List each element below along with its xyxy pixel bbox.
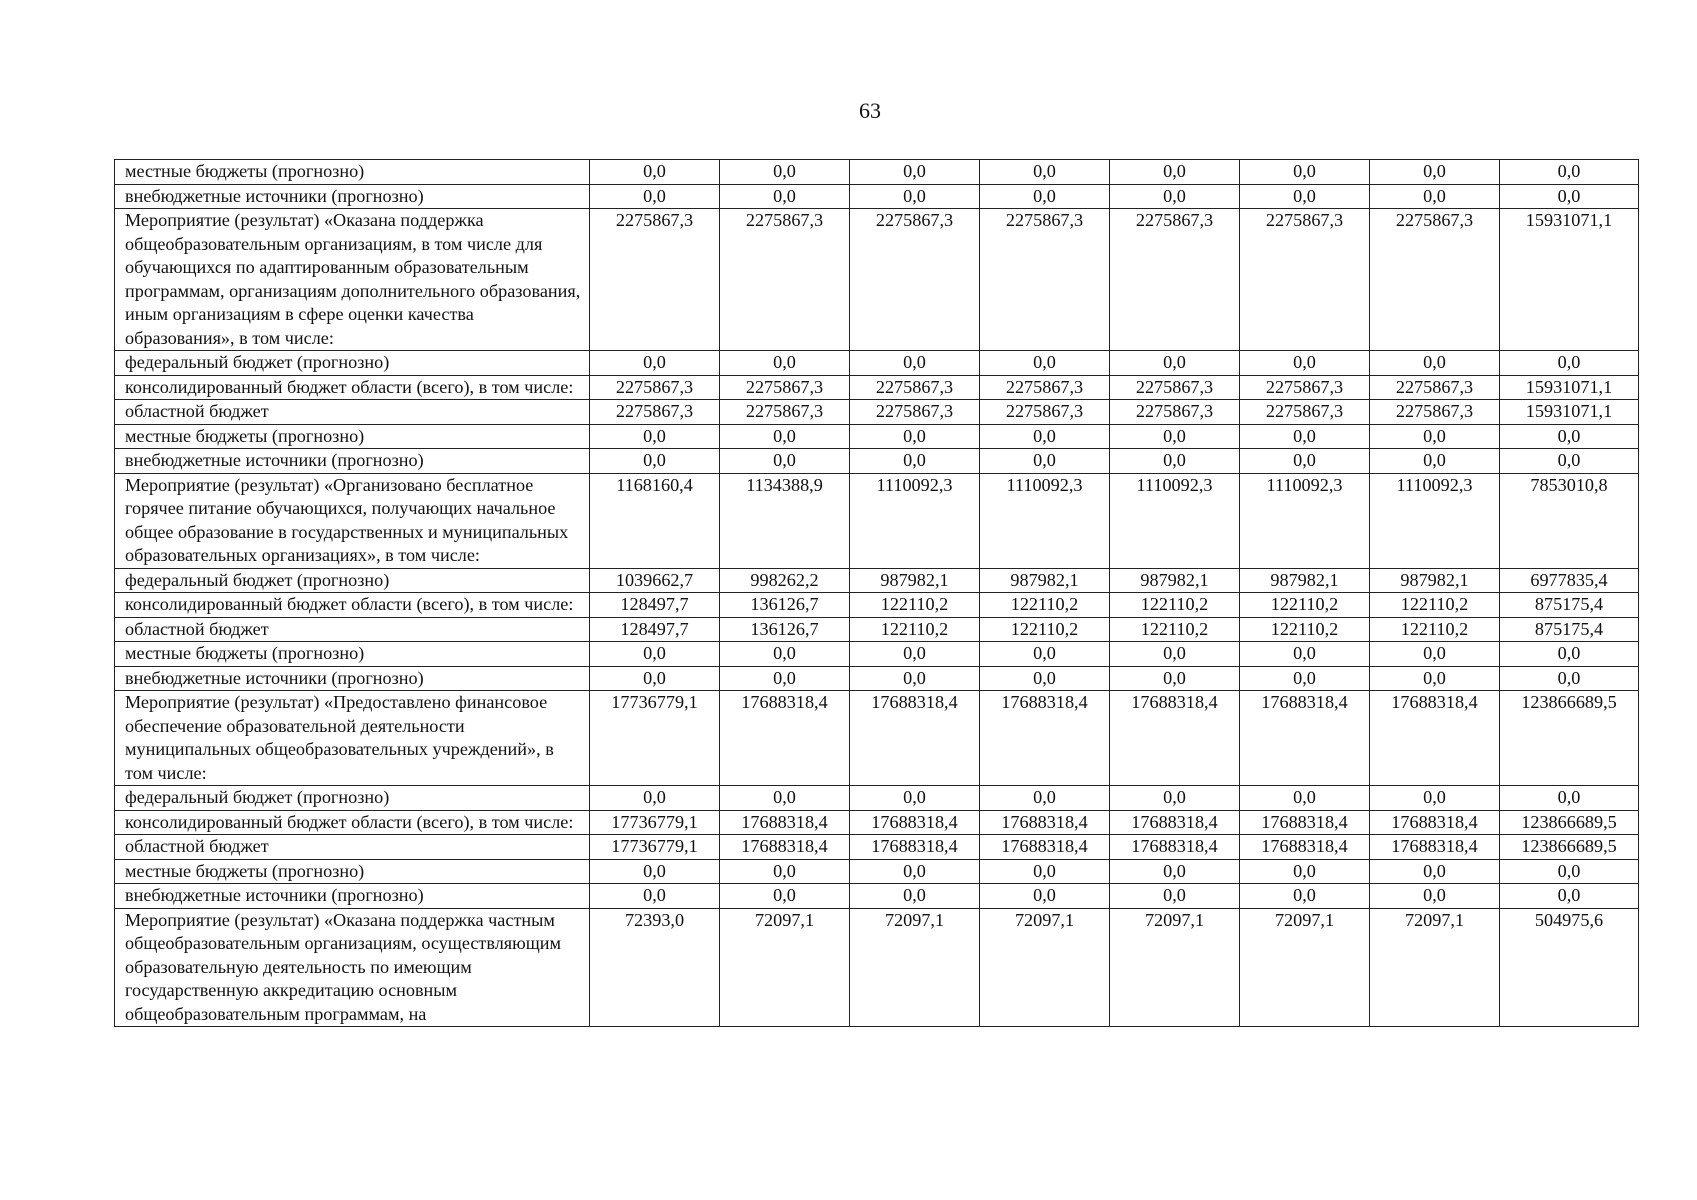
value-cell: 17688318,4 (1370, 691, 1500, 786)
value-cell: 0,0 (1110, 351, 1240, 376)
value-cell: 0,0 (980, 160, 1110, 185)
row-label: внебюджетные источники (прогнозно) (115, 184, 590, 209)
table-row (115, 568, 1639, 593)
value-cell: 0,0 (1240, 424, 1370, 449)
value-cell: 0,0 (1370, 449, 1500, 474)
value-cell: 0,0 (1500, 786, 1639, 811)
value-cell: 0,0 (1110, 184, 1240, 209)
value-cell: 1110092,3 (980, 473, 1110, 568)
value-cell: 17688318,4 (1110, 810, 1240, 835)
value-cell: 0,0 (1110, 424, 1240, 449)
table-row (115, 884, 1639, 909)
value-cell: 504975,6 (1500, 908, 1639, 1027)
value-cell: 2275867,3 (590, 209, 720, 351)
value-cell: 0,0 (590, 884, 720, 909)
value-cell: 0,0 (1240, 160, 1370, 185)
value-cell: 122110,2 (1110, 617, 1240, 642)
value-cell: 0,0 (720, 184, 850, 209)
value-cell: 17688318,4 (1370, 835, 1500, 860)
table-row (115, 184, 1639, 209)
value-cell: 0,0 (1370, 884, 1500, 909)
value-cell: 0,0 (980, 859, 1110, 884)
value-cell: 0,0 (590, 786, 720, 811)
value-cell: 17688318,4 (720, 835, 850, 860)
value-cell: 0,0 (1370, 184, 1500, 209)
value-cell: 2275867,3 (590, 400, 720, 425)
value-cell: 875175,4 (1500, 593, 1639, 618)
value-cell: 0,0 (1500, 449, 1639, 474)
value-cell: 0,0 (720, 642, 850, 667)
value-cell: 0,0 (980, 351, 1110, 376)
value-cell: 2275867,3 (1110, 375, 1240, 400)
value-cell: 17736779,1 (590, 810, 720, 835)
value-cell: 0,0 (980, 786, 1110, 811)
value-cell: 0,0 (1110, 642, 1240, 667)
value-cell: 2275867,3 (980, 400, 1110, 425)
value-cell: 0,0 (590, 351, 720, 376)
value-cell: 2275867,3 (1240, 375, 1370, 400)
value-cell: 72097,1 (1240, 908, 1370, 1027)
value-cell: 2275867,3 (850, 375, 980, 400)
table-row (115, 810, 1639, 835)
value-cell: 0,0 (1110, 449, 1240, 474)
value-cell: 0,0 (1370, 859, 1500, 884)
value-cell: 0,0 (850, 424, 980, 449)
value-cell: 128497,7 (590, 617, 720, 642)
value-cell: 6977835,4 (1500, 568, 1639, 593)
value-cell: 17688318,4 (850, 691, 980, 786)
row-label: местные бюджеты (прогнозно) (115, 859, 590, 884)
value-cell: 1039662,7 (590, 568, 720, 593)
row-label: федеральный бюджет (прогнозно) (115, 568, 590, 593)
value-cell: 2275867,3 (1110, 400, 1240, 425)
value-cell: 0,0 (1500, 424, 1639, 449)
row-label: местные бюджеты (прогнозно) (115, 160, 590, 185)
value-cell: 1110092,3 (1240, 473, 1370, 568)
table-row (115, 473, 1639, 568)
value-cell: 15931071,1 (1500, 375, 1639, 400)
value-cell: 17688318,4 (720, 691, 850, 786)
row-label: областной бюджет (115, 400, 590, 425)
value-cell: 0,0 (1110, 666, 1240, 691)
value-cell: 0,0 (980, 642, 1110, 667)
value-cell: 0,0 (850, 666, 980, 691)
value-cell: 17688318,4 (850, 810, 980, 835)
table-row (115, 593, 1639, 618)
table-body (115, 160, 1639, 1027)
value-cell: 122110,2 (1370, 593, 1500, 618)
value-cell: 0,0 (1240, 786, 1370, 811)
value-cell: 17688318,4 (980, 810, 1110, 835)
value-cell: 7853010,8 (1500, 473, 1639, 568)
value-cell: 0,0 (980, 424, 1110, 449)
value-cell: 2275867,3 (1240, 209, 1370, 351)
value-cell: 0,0 (590, 160, 720, 185)
value-cell: 2275867,3 (1110, 209, 1240, 351)
value-cell: 17736779,1 (590, 691, 720, 786)
row-label: внебюджетные источники (прогнозно) (115, 449, 590, 474)
budget-table (114, 159, 1639, 1027)
value-cell: 987982,1 (1110, 568, 1240, 593)
value-cell: 17688318,4 (1240, 835, 1370, 860)
value-cell: 0,0 (1370, 786, 1500, 811)
value-cell: 72393,0 (590, 908, 720, 1027)
value-cell: 2275867,3 (1370, 375, 1500, 400)
table-row (115, 859, 1639, 884)
row-label: местные бюджеты (прогнозно) (115, 642, 590, 667)
table-row (115, 666, 1639, 691)
value-cell: 123866689,5 (1500, 835, 1639, 860)
row-label: федеральный бюджет (прогнозно) (115, 351, 590, 376)
value-cell: 0,0 (720, 449, 850, 474)
value-cell: 0,0 (1370, 424, 1500, 449)
table-row (115, 351, 1639, 376)
value-cell: 17688318,4 (1370, 810, 1500, 835)
value-cell: 0,0 (1110, 859, 1240, 884)
value-cell: 72097,1 (980, 908, 1110, 1027)
row-label: Мероприятие (результат) «Оказана поддержка общеобразовательным организациям, в том числе для обучающихся по адаптированным образовательным программам, организациям дополнительного образования, иным организациям в сфере оценки качества образования», в том числе: (115, 209, 590, 351)
value-cell: 122110,2 (850, 617, 980, 642)
value-cell: 0,0 (850, 449, 980, 474)
table-row (115, 449, 1639, 474)
value-cell: 0,0 (1500, 351, 1639, 376)
value-cell: 0,0 (590, 859, 720, 884)
value-cell: 0,0 (1500, 666, 1639, 691)
value-cell: 987982,1 (1370, 568, 1500, 593)
value-cell: 0,0 (1500, 642, 1639, 667)
value-cell: 1110092,3 (850, 473, 980, 568)
value-cell: 0,0 (1110, 160, 1240, 185)
value-cell: 0,0 (850, 351, 980, 376)
row-label: внебюджетные источники (прогнозно) (115, 666, 590, 691)
table-row (115, 400, 1639, 425)
value-cell: 15931071,1 (1500, 400, 1639, 425)
value-cell: 122110,2 (1370, 617, 1500, 642)
value-cell: 0,0 (980, 184, 1110, 209)
row-label: областной бюджет (115, 617, 590, 642)
value-cell: 2275867,3 (590, 375, 720, 400)
value-cell: 0,0 (850, 184, 980, 209)
table-row (115, 375, 1639, 400)
value-cell: 0,0 (590, 184, 720, 209)
value-cell: 1134388,9 (720, 473, 850, 568)
value-cell: 0,0 (1240, 666, 1370, 691)
value-cell: 0,0 (720, 884, 850, 909)
value-cell: 72097,1 (720, 908, 850, 1027)
table-row (115, 209, 1639, 351)
value-cell: 0,0 (590, 424, 720, 449)
value-cell: 2275867,3 (720, 400, 850, 425)
value-cell: 17688318,4 (980, 835, 1110, 860)
value-cell: 0,0 (1370, 666, 1500, 691)
value-cell: 987982,1 (850, 568, 980, 593)
value-cell: 17688318,4 (1240, 691, 1370, 786)
value-cell: 17688318,4 (720, 810, 850, 835)
value-cell: 0,0 (1370, 351, 1500, 376)
value-cell: 17688318,4 (1110, 691, 1240, 786)
value-cell: 2275867,3 (850, 209, 980, 351)
value-cell: 0,0 (720, 786, 850, 811)
value-cell: 0,0 (1500, 859, 1639, 884)
value-cell: 72097,1 (850, 908, 980, 1027)
row-label: областной бюджет (115, 835, 590, 860)
row-label: Мероприятие (результат) «Организовано бесплатное горячее питание обучающихся, получающих начальное общее образование в государственных и муниципальных образовательных организациях», в том числе: (115, 473, 590, 568)
value-cell: 0,0 (1370, 642, 1500, 667)
value-cell: 987982,1 (980, 568, 1110, 593)
value-cell: 17688318,4 (1110, 835, 1240, 860)
value-cell: 17688318,4 (980, 691, 1110, 786)
value-cell: 0,0 (980, 884, 1110, 909)
row-label: внебюджетные источники (прогнозно) (115, 884, 590, 909)
value-cell: 0,0 (850, 859, 980, 884)
value-cell: 0,0 (1240, 449, 1370, 474)
value-cell: 0,0 (980, 449, 1110, 474)
value-cell: 122110,2 (980, 593, 1110, 618)
value-cell: 2275867,3 (980, 209, 1110, 351)
value-cell: 1110092,3 (1110, 473, 1240, 568)
value-cell: 72097,1 (1370, 908, 1500, 1027)
value-cell: 2275867,3 (850, 400, 980, 425)
value-cell: 0,0 (720, 859, 850, 884)
value-cell: 0,0 (1240, 351, 1370, 376)
value-cell: 1110092,3 (1370, 473, 1500, 568)
value-cell: 123866689,5 (1500, 810, 1639, 835)
value-cell: 0,0 (1240, 859, 1370, 884)
table-row (115, 160, 1639, 185)
value-cell: 2275867,3 (1240, 400, 1370, 425)
value-cell: 0,0 (850, 160, 980, 185)
value-cell: 17688318,4 (1240, 810, 1370, 835)
value-cell: 15931071,1 (1500, 209, 1639, 351)
value-cell: 2275867,3 (980, 375, 1110, 400)
value-cell: 128497,7 (590, 593, 720, 618)
row-label: консолидированный бюджет области (всего), в том числе: (115, 810, 590, 835)
table-row (115, 908, 1639, 1027)
value-cell: 0,0 (720, 666, 850, 691)
value-cell: 0,0 (1240, 884, 1370, 909)
value-cell: 0,0 (1240, 184, 1370, 209)
value-cell: 0,0 (850, 884, 980, 909)
value-cell: 1168160,4 (590, 473, 720, 568)
value-cell: 2275867,3 (1370, 209, 1500, 351)
table-row (115, 424, 1639, 449)
value-cell: 2275867,3 (720, 375, 850, 400)
value-cell: 0,0 (720, 351, 850, 376)
value-cell: 0,0 (850, 786, 980, 811)
row-label: федеральный бюджет (прогнозно) (115, 786, 590, 811)
value-cell: 0,0 (720, 424, 850, 449)
value-cell: 122110,2 (850, 593, 980, 618)
value-cell: 0,0 (1500, 160, 1639, 185)
value-cell: 17736779,1 (590, 835, 720, 860)
value-cell: 0,0 (850, 642, 980, 667)
row-label: консолидированный бюджет области (всего), в том числе: (115, 375, 590, 400)
value-cell: 122110,2 (1240, 593, 1370, 618)
value-cell: 136126,7 (720, 593, 850, 618)
value-cell: 0,0 (1110, 786, 1240, 811)
value-cell: 2275867,3 (1370, 400, 1500, 425)
value-cell: 72097,1 (1110, 908, 1240, 1027)
value-cell: 0,0 (980, 666, 1110, 691)
table-row (115, 642, 1639, 667)
value-cell: 0,0 (1500, 184, 1639, 209)
value-cell: 0,0 (590, 666, 720, 691)
row-label: консолидированный бюджет области (всего), в том числе: (115, 593, 590, 618)
value-cell: 0,0 (1110, 884, 1240, 909)
value-cell: 123866689,5 (1500, 691, 1639, 786)
value-cell: 0,0 (1370, 160, 1500, 185)
table-row (115, 786, 1639, 811)
value-cell: 0,0 (1500, 884, 1639, 909)
table-row (115, 617, 1639, 642)
value-cell: 122110,2 (1110, 593, 1240, 618)
value-cell: 2275867,3 (720, 209, 850, 351)
value-cell: 122110,2 (980, 617, 1110, 642)
value-cell: 0,0 (720, 160, 850, 185)
row-label: Мероприятие (результат) «Предоставлено финансовое обеспечение образовательной деятельности муниципальных общеобразовательных учреждений», в том числе: (115, 691, 590, 786)
value-cell: 17688318,4 (850, 835, 980, 860)
row-label: Мероприятие (результат) «Оказана поддержка частным общеобразовательным организациям, осуществляющим образовательную деятельность по имеющим государственную аккредитацию основным общеобразовательным программам, на (115, 908, 590, 1027)
row-label: местные бюджеты (прогнозно) (115, 424, 590, 449)
value-cell: 998262,2 (720, 568, 850, 593)
value-cell: 0,0 (590, 642, 720, 667)
value-cell: 987982,1 (1240, 568, 1370, 593)
table-row (115, 835, 1639, 860)
page-number: 63 (859, 98, 881, 123)
value-cell: 875175,4 (1500, 617, 1639, 642)
value-cell: 122110,2 (1240, 617, 1370, 642)
table-row (115, 691, 1639, 786)
value-cell: 0,0 (1240, 642, 1370, 667)
value-cell: 0,0 (590, 449, 720, 474)
value-cell: 136126,7 (720, 617, 850, 642)
